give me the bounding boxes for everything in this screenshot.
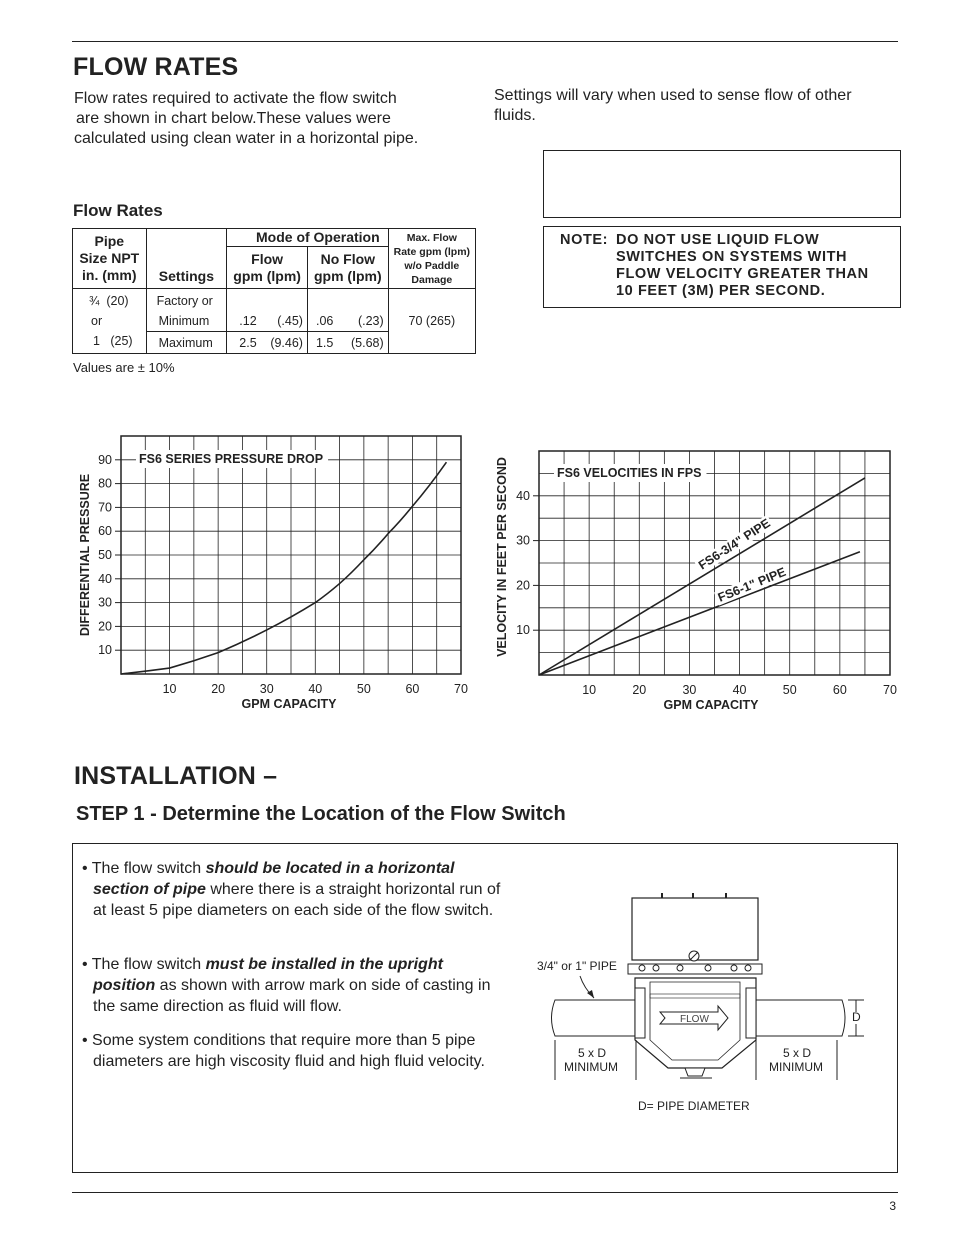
x-axis-label: GPM CAPACITY (241, 697, 337, 711)
x-tick-label: 70 (454, 682, 468, 696)
bottom-rule (72, 1192, 898, 1193)
flow-label: FLOW (680, 1014, 709, 1025)
pipe-size-cell (73, 289, 147, 354)
noflow-header-line-1: No Flow (320, 251, 376, 267)
left-min-line-2: MINIMUM (564, 1060, 618, 1074)
flow-min-cell (227, 289, 308, 332)
max-header-line-4: Damage (411, 273, 453, 286)
intro-paragraph (74, 89, 474, 149)
y-tick-label: 20 (98, 619, 112, 634)
pipe-header-line-1: Pipe (94, 233, 125, 249)
y-tick-label: 40 (516, 488, 530, 503)
x-tick-label: 50 (782, 683, 797, 697)
settings-min-cell (146, 289, 227, 332)
bullet-2-bold: must be installed in the upright position (93, 956, 443, 994)
note-line-2: SWITCHES ON SYSTEMS WITH (616, 249, 848, 265)
top-rule (72, 41, 898, 42)
y-axis-label: VELOCITY IN FEET PER SECOND (495, 457, 509, 657)
series-line (539, 552, 860, 675)
noflow-min-gpm: .06 (315, 314, 334, 328)
settings-line-2: fluids. (494, 107, 536, 124)
settings-max-cell: Maximum (146, 332, 227, 354)
y-tick-label: 30 (98, 595, 112, 610)
settings-line-1: Settings will vary when used to sense flow of other (494, 87, 852, 104)
y-tick-label: 20 (516, 578, 530, 593)
x-tick-label: 20 (211, 682, 226, 696)
flow-min-gpm: .12 (239, 314, 257, 328)
note-label: NOTE: (560, 232, 609, 248)
x-tick-label: 30 (682, 683, 697, 697)
pipe-right (756, 1000, 845, 1036)
flow-rates-heading: FLOW RATES (73, 53, 239, 81)
x-tick-label: 70 (883, 683, 897, 697)
series-line (539, 478, 865, 675)
table-title: Flow Rates (73, 201, 163, 220)
max-header-line-2: Rate gpm (lpm) (393, 245, 471, 258)
installation-heading: INSTALLATION – (74, 762, 278, 790)
bullet-2: • The flow switch must be installed in the upright position as shown with arrow mark on side of casting in the same direction as fluid will flow. (82, 956, 491, 1015)
settings-row-1: Factory or (156, 294, 213, 308)
max-header-line-1: Max. Flow (406, 231, 457, 244)
y-tick-label: 90 (98, 452, 112, 467)
intro-line-3: calculated using clean water in a horizontal pipe. (74, 130, 419, 147)
note-line-1: DO NOT USE LIQUID FLOW (616, 232, 820, 248)
x-tick-label: 40 (308, 682, 323, 696)
x-tick-label: 10 (582, 683, 597, 697)
pipe-row-3: 1 (25) (93, 334, 133, 348)
noflow-min-lpm: (.23) (357, 314, 384, 328)
x-tick-label: 60 (832, 683, 847, 697)
series-label: FS6-1" PIPE (715, 564, 788, 605)
flow-header-line-1: Flow (251, 251, 284, 267)
note-text (616, 232, 886, 300)
max-header-line-3: w/o Paddle (404, 259, 460, 272)
x-tick-label: 20 (632, 683, 647, 697)
flow-max-gpm: 2.5 (239, 336, 257, 350)
step-1-heading: STEP 1 - Determine the Location of the Flow Switch (76, 803, 566, 825)
chart-grid (121, 436, 461, 674)
diagram-caption: D= PIPE DIAMETER (638, 1099, 750, 1113)
pipe-header-line-2: Size NPT (79, 250, 140, 266)
noflow-max-lpm: (5.68) (351, 336, 384, 350)
flow-rates-table (72, 228, 476, 354)
y-tick-label: 50 (98, 548, 112, 562)
page-number: 3 (889, 1199, 896, 1213)
y-tick-label: 80 (98, 476, 112, 491)
chart-title: FS6 VELOCITIES IN FPS (557, 466, 702, 480)
y-tick-label: 40 (98, 571, 112, 586)
pipe-header-line-3: in. (mm) (82, 267, 137, 283)
tolerance-note: Values are ± 10% (73, 360, 175, 375)
intro-line-2: are shown in chart below.These values were (76, 110, 391, 127)
max-flow-cell: 70 (265) (388, 289, 475, 354)
y-tick-label: 70 (98, 500, 112, 515)
note-line-3: FLOW VELOCITY GREATER THAN (616, 266, 869, 282)
switch-flange (628, 964, 762, 974)
bullet-3: • Some system conditions that require more than 5 pipe diameters are high viscosity fluid and high fluid velocity. (82, 1032, 485, 1070)
pipe-row-1: ¾ (20) (89, 294, 129, 308)
pipe-row-2: or (91, 314, 103, 328)
x-tick-label: 10 (162, 682, 177, 696)
chart-title: FS6 SERIES PRESSURE DROP (139, 452, 324, 466)
max-flow-header (388, 229, 475, 289)
x-tick-label: 50 (356, 682, 371, 696)
bullet-1-bold: should be located in a horizontal section of pipe (93, 860, 455, 898)
velocity-chart (490, 445, 910, 725)
x-tick-label: 60 (405, 682, 420, 696)
pipe-left (552, 1000, 636, 1036)
bullet-2-post: as shown with arrow mark on side of casting in the same direction as fluid will flow. (93, 977, 491, 1015)
pipe-size-header (73, 229, 147, 289)
screw-icon (689, 951, 699, 961)
y-tick-label: 10 (98, 643, 112, 658)
right-min-line-2: MINIMUM (769, 1060, 823, 1074)
bullet-1-pre: The flow switch (91, 860, 206, 877)
settings-header: Settings (146, 229, 227, 289)
flow-header (227, 247, 308, 289)
x-tick-label: 30 (259, 682, 274, 696)
y-tick-label: 60 (98, 524, 112, 539)
noflow-header (307, 247, 388, 289)
d-label: D (852, 1010, 861, 1024)
installation-diagram (530, 890, 870, 1120)
x-axis-label: GPM CAPACITY (663, 698, 759, 712)
bullet-3-text: Some system conditions that require more than 5 pipe diameters are high viscosity fluid and high fluid velocity. (92, 1032, 485, 1070)
x-tick-label: 40 (732, 683, 747, 697)
bullet-1: • The flow switch should be located in a horizontal section of pipe where there is a straight horizontal run of at least 5 pipe diameters on each side of the flow switch. (82, 860, 501, 919)
y-tick-label: 10 (516, 623, 530, 638)
flow-min-lpm: (.45) (277, 314, 303, 328)
y-axis-label: DIFFERENTIAL PRESSURE (78, 473, 92, 637)
y-tick-label: 30 (516, 533, 530, 548)
blank-box (543, 150, 901, 218)
flow-header-line-2: gpm (lpm) (233, 268, 301, 284)
bullet-2-pre: The flow switch (91, 956, 206, 973)
noflow-max-gpm: 1.5 (315, 336, 334, 350)
left-min-line-1: 5 x D (578, 1046, 607, 1060)
drain-plug (685, 1068, 705, 1076)
flow-max-lpm: (9.46) (270, 336, 303, 350)
note-line-4: 10 FEET (3M) PER SECOND. (616, 283, 826, 299)
noflow-header-line-2: gpm (lpm) (313, 268, 382, 284)
series-label: FS6-3/4" PIPE (696, 515, 773, 573)
settings-vary-paragraph (494, 86, 894, 126)
right-min-line-1: 5 x D (783, 1046, 812, 1060)
flow-max-cell (227, 332, 308, 354)
mode-header: Mode of Operation (227, 229, 388, 247)
noflow-max-cell (307, 332, 388, 354)
noflow-min-cell (307, 289, 388, 332)
bullet-1-post: where there is a straight horizontal run of at least 5 pipe diameters on each side of the flow switch. (93, 881, 501, 919)
pressure-drop-chart (70, 430, 470, 720)
settings-row-2: Minimum (158, 314, 210, 328)
intro-line-1: Flow rates required to activate the flow switch (74, 90, 397, 107)
pipe-label: 3/4" or 1" PIPE (537, 959, 617, 973)
